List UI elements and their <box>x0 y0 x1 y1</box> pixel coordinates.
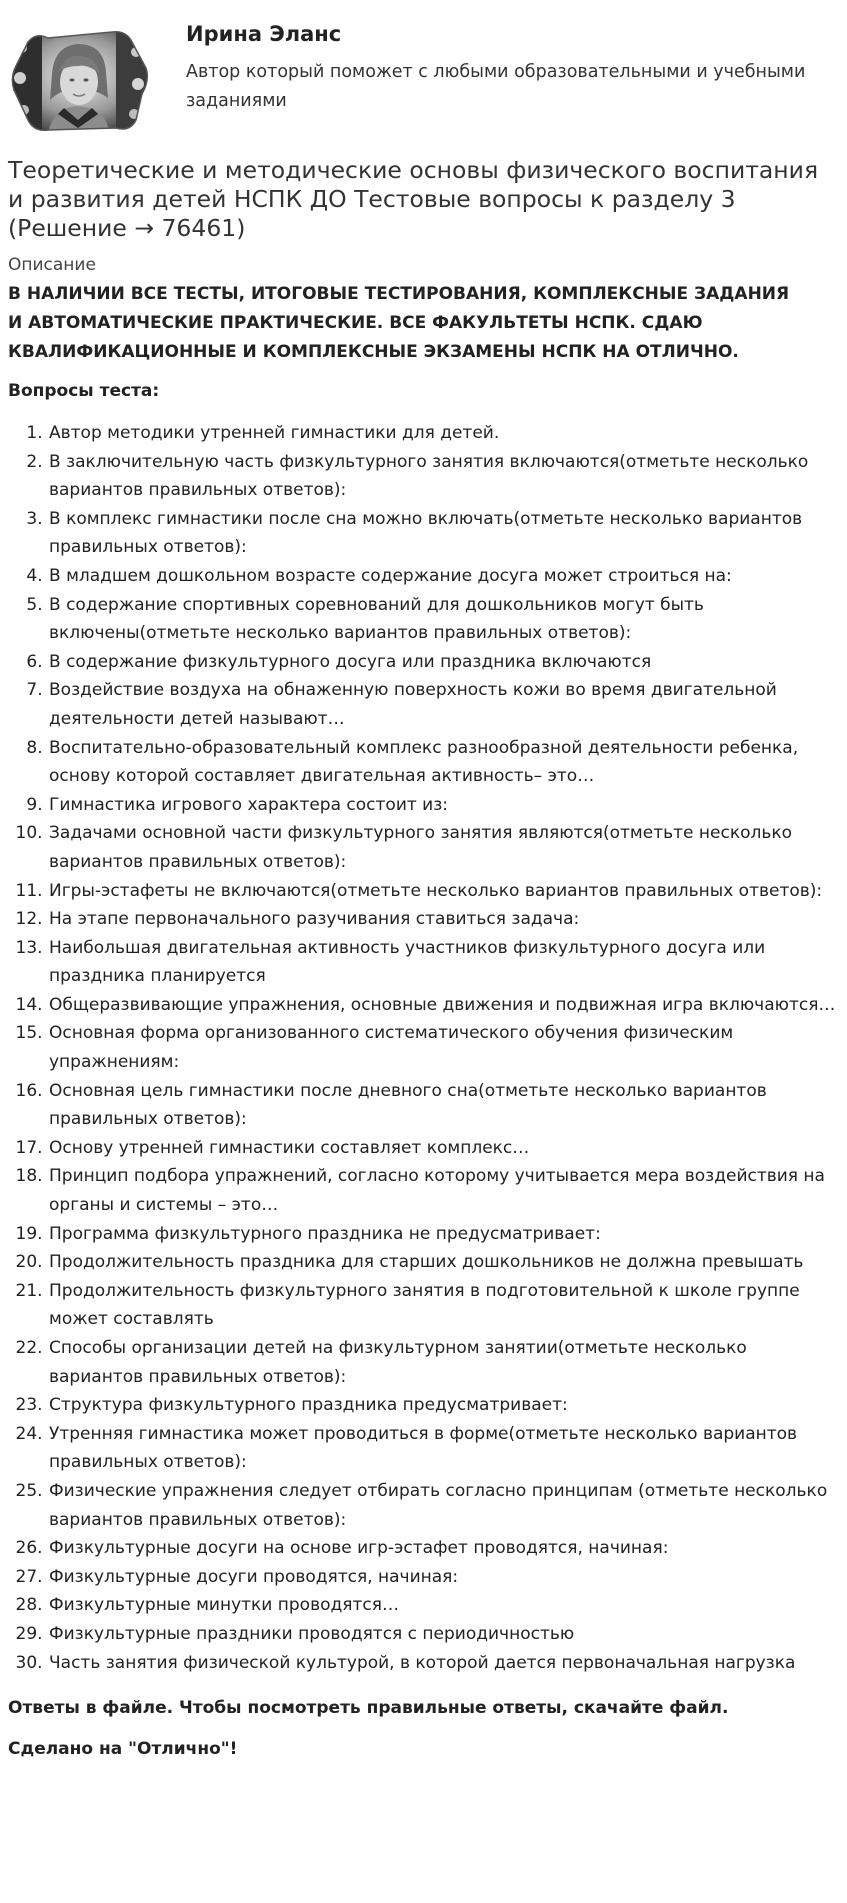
question-item: 18. Принцип подбора упражнений, согласно которому учитывается мера воздействия на органы и системы – это… <box>48 1162 838 1219</box>
question-item: 25. Физические упражнения следует отбирать согласно принципам (отметьте несколько вариантов правильных ответов): <box>48 1477 838 1534</box>
question-item: 20. Продолжительность праздника для старших дошкольников не должна превышать <box>48 1248 838 1277</box>
description-label: Описание <box>8 255 96 275</box>
question-item: 23. Структура физкультурного праздника предусматривает: <box>48 1391 838 1420</box>
question-item: 11. Игры-эстафеты не включаются(отметьте несколько вариантов правильных ответов): <box>48 877 838 906</box>
question-item: 13. Наибольшая двигательная активность участников физкультурного досуга или праздника планируется <box>48 934 838 991</box>
author-avatar[interactable] <box>8 28 150 134</box>
question-item: 24. Утренняя гимнастика может проводиться в форме(отметьте несколько вариантов правильных ответов): <box>48 1420 838 1477</box>
description-text: В НАЛИЧИИ ВСЕ ТЕСТЫ, ИТОГОВЫЕ ТЕСТИРОВАНИЯ, КОМПЛЕКСНЫЕ ЗАДАНИЯ И АВТОМАТИЧЕСКИЕ ПРАКТИЧЕСКИЕ. ВСЕ ФАКУЛЬТЕТЫ НСПК. СДАЮ КВАЛИФИКАЦИОННЫЕ И КОМПЛЕКСНЫЕ ЭКЗАМЕНЫ НСПК НА ОТЛИЧНО. <box>8 284 790 362</box>
question-item: 7. Воздействие воздуха на обнаженную поверхность кожи во время двигательной деятельности детей называют… <box>48 676 838 733</box>
question-item: 26. Физкультурные досуги на основе игр-эстафет проводятся, начиная: <box>48 1534 838 1563</box>
question-item: 21. Продолжительность физкультурного занятия в подготовительной к школе группе может составлять <box>48 1277 838 1334</box>
question-item: 1. Автор методики утренней гимнастики для детей. <box>48 419 838 448</box>
question-item: 2. В заключительную часть физкультурного занятия включаются(отметьте несколько вариантов правильных ответов): <box>48 448 838 505</box>
question-item: 14. Общеразвивающие упражнения, основные движения и подвижная игра включаются… <box>48 991 838 1020</box>
question-item: 22. Способы организации детей на физкультурном занятии(отметьте несколько вариантов правильных ответов): <box>48 1334 838 1391</box>
question-item: 8. Воспитательно-образовательный комплекс разнообразной деятельности ребенка, основу которой составляет двигательная активность– это… <box>48 734 838 791</box>
question-item: 29. Физкультурные праздники проводятся с периодичностью <box>48 1620 838 1649</box>
author-name[interactable]: Ирина Эланс <box>186 22 342 46</box>
work-title: Теоретические и методические основы физического воспитания и развития детей НСПК ДО Тестовые вопросы к разделу 3 (Решение → 76461) <box>8 156 819 242</box>
answers-note: Ответы в файле. Чтобы посмотреть правильные ответы, скачайте файл. <box>8 1698 729 1719</box>
question-item: 30. Часть занятия физической культурой, в которой дается первоначальная нагрузка <box>48 1649 838 1678</box>
question-item: 10. Задачами основной части физкультурного занятия являются(отметьте несколько вариантов правильных ответов): <box>48 819 838 876</box>
question-item: 19. Программа физкультурного праздника не предусматривает: <box>48 1220 838 1249</box>
question-item: 6. В содержание физкультурного досуга или праздника включаются <box>48 648 838 677</box>
question-item: 12. На этапе первоначального разучивания ставиться задача: <box>48 905 838 934</box>
question-item: 27. Физкультурные досуги проводятся, начиная: <box>48 1563 838 1592</box>
question-item: 16. Основная цель гимнастики после дневного сна(отметьте несколько вариантов правильных ответов): <box>48 1077 838 1134</box>
author-description: Автор который поможет с любыми образовательными и учебными заданиями <box>186 62 806 111</box>
question-item: 15. Основная форма организованного систематического обучения физическим упражнениям: <box>48 1019 838 1076</box>
author-card <box>0 8 847 138</box>
done-note: Сделано на "Отлично"! <box>8 1739 238 1760</box>
questions-list <box>0 419 838 1677</box>
question-item: 4. В младшем дошкольном возрасте содержание досуга может строиться на: <box>48 562 838 591</box>
questions-heading: Вопросы теста: <box>8 381 160 401</box>
question-item: 9. Гимнастика игрового характера состоит из: <box>48 791 838 820</box>
question-item: 3. В комплекс гимнастики после сна можно включать(отметьте несколько вариантов правильных ответов): <box>48 505 838 562</box>
question-item: 28. Физкультурные минутки проводятся… <box>48 1591 838 1620</box>
question-item: 17. Основу утренней гимнастики составляет комплекс… <box>48 1134 838 1163</box>
question-item: 5. В содержание спортивных соревнований для дошкольников могут быть включены(отметьте несколько вариантов правильных ответов): <box>48 591 838 648</box>
